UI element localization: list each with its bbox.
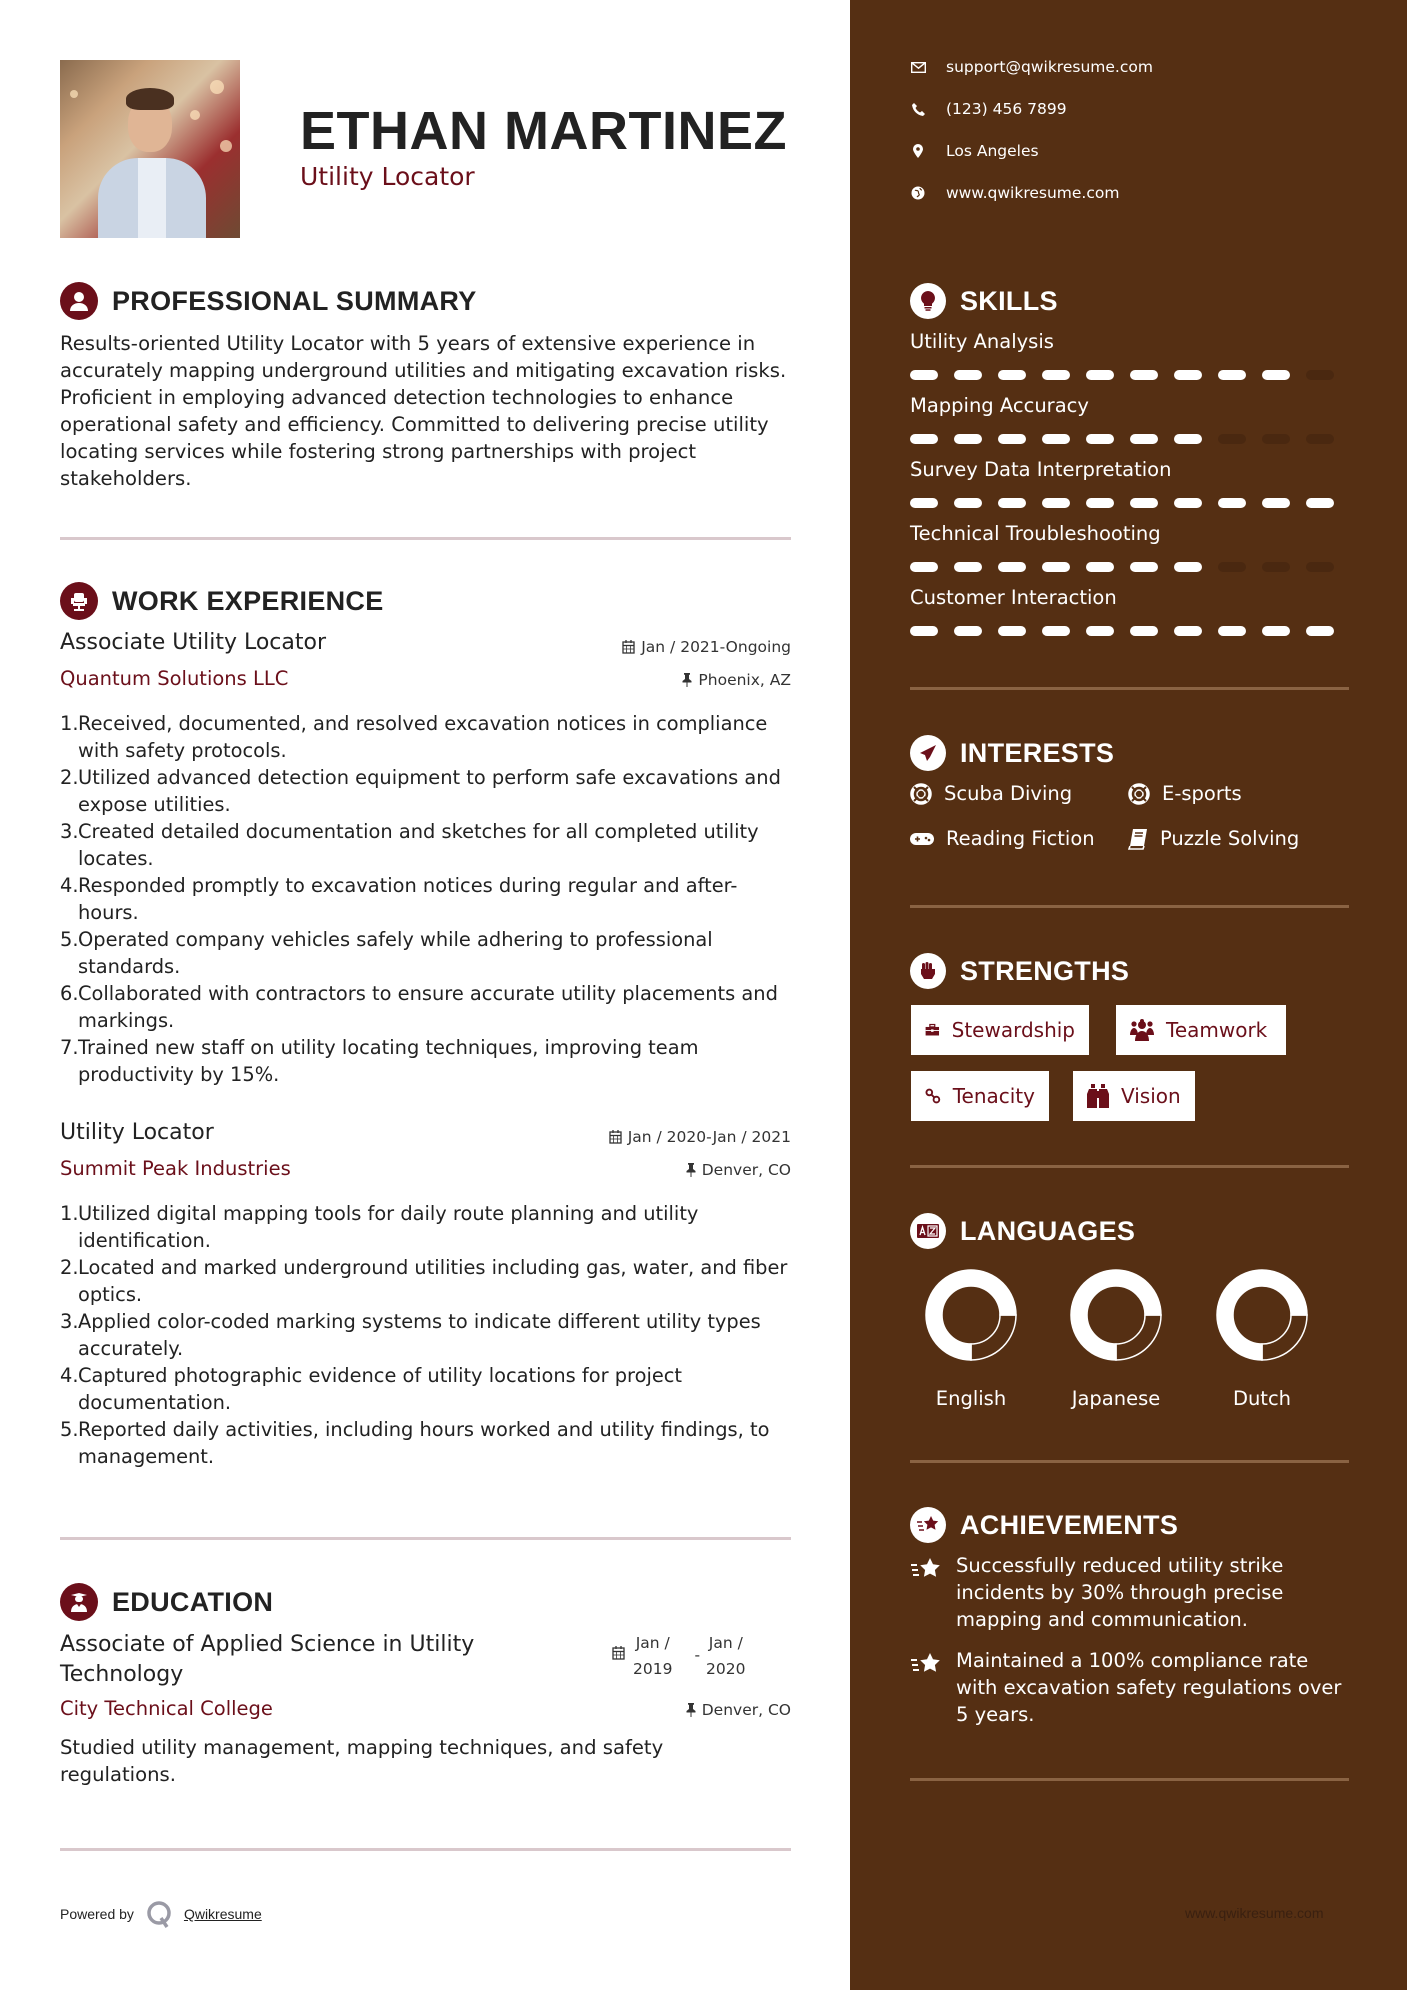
strengths-section-header [910, 953, 1129, 989]
shooting-star-icon [910, 1552, 944, 1633]
skill-segment [1306, 562, 1334, 572]
skill-name: Utility Analysis [910, 330, 1054, 353]
skill-segment [1174, 434, 1202, 444]
qwikresume-logo-icon [146, 1900, 172, 1928]
languages-title: LANGUAGES [960, 1215, 1136, 1246]
achievement-item [910, 1552, 1350, 1633]
skill-segment [910, 370, 938, 380]
skill-segment [1218, 434, 1246, 444]
list-item: 5. Operated company vehicles safely while adhering to professional standards. [60, 928, 713, 978]
skill-segment [1086, 434, 1114, 444]
skill-segment [1130, 562, 1158, 572]
language-label: Dutch [1232, 1387, 1292, 1410]
list-item: 6. Collaborated with contractors to ensure accurate utility placements and markings. [60, 982, 778, 1032]
briefcase-icon [925, 1020, 940, 1040]
skill-rating [910, 434, 1350, 444]
translate-icon [910, 1213, 946, 1249]
section-divider [910, 687, 1349, 690]
fist-icon [910, 953, 946, 989]
skill-segment [1130, 434, 1158, 444]
website-text: www.qwikresume.com [946, 184, 1120, 202]
achievements-section-header [910, 1507, 1178, 1543]
education-dates [612, 1630, 746, 1682]
job-location-text: Phoenix, AZ [698, 671, 791, 689]
user-icon [60, 282, 98, 320]
skill-segment [1262, 562, 1290, 572]
job-bullets [60, 710, 795, 1088]
date-separator: - [694, 1646, 701, 1664]
skill-segment [1174, 562, 1202, 572]
users-icon [1130, 1019, 1154, 1041]
language-proficiency-ring [1212, 1265, 1312, 1365]
interest-label: Scuba Diving [944, 782, 1073, 805]
list-item: 5. Reported daily activities, including hours worked and utility findings, to management. [60, 1418, 770, 1468]
strength-chip [1116, 1005, 1286, 1055]
skill-segment [1218, 562, 1246, 572]
skill-segment [1218, 370, 1246, 380]
skill-segment [998, 434, 1026, 444]
list-item: 4. Responded promptly to excavation notices during regular and after-hours. [60, 874, 738, 924]
interests-section-header [910, 735, 1114, 771]
contact-website[interactable] [910, 184, 1119, 202]
section-divider [60, 537, 791, 540]
shooting-star-icon [910, 1647, 944, 1728]
education-start-date: Jan / 2019 [633, 1634, 673, 1678]
language-item [911, 1265, 1031, 1410]
summary-text: Results-oriented Utility Locator with 5 years of extensive experience in accurately mapping underground utilities and mitigating excavation risks. Proficient in employing advanced detection technologies to enhance operational safety and efficiency. Committed to delivering precise utility locating services while fostering strong partnerships with project stakeholders. [60, 332, 787, 490]
summary-section-header [60, 282, 477, 320]
skill-segment [1262, 626, 1290, 636]
section-divider [910, 1165, 1349, 1168]
list-item: 3. Created detailed documentation and sketches for all completed utility locates. [60, 820, 759, 870]
book-icon [1128, 828, 1148, 850]
email-text: support@qwikresume.com [946, 58, 1153, 76]
skill-segment [910, 434, 938, 444]
skill-segment [1306, 498, 1334, 508]
map-pin-icon [910, 144, 926, 158]
skill-segment [1306, 370, 1334, 380]
skill-segment [954, 626, 982, 636]
skill-segment [1042, 626, 1070, 636]
strength-label: Teamwork [1166, 1018, 1268, 1042]
shooting-star-icon [910, 1507, 946, 1543]
interest-label: E-sports [1162, 782, 1242, 805]
summary-title: PROFESSIONAL SUMMARY [112, 285, 477, 316]
candidate-name: ETHAN MARTINEZ [300, 101, 787, 161]
skill-segment [1218, 626, 1246, 636]
calendar-icon [612, 1646, 625, 1660]
office-chair-icon [60, 582, 98, 620]
graduate-icon [60, 1583, 98, 1621]
achievement-item [910, 1647, 1350, 1728]
language-proficiency-ring [1066, 1265, 1166, 1365]
skill-segment [998, 562, 1026, 572]
section-divider [910, 1778, 1349, 1781]
strengths-title: STRENGTHS [960, 955, 1130, 986]
skill-segment [1218, 498, 1246, 508]
experience-title: WORK EXPERIENCE [112, 585, 384, 616]
skill-segment [998, 626, 1026, 636]
skill-segment [1086, 626, 1114, 636]
skills-title: SKILLS [960, 285, 1058, 316]
skill-segment [1086, 498, 1114, 508]
language-label: Japanese [1071, 1387, 1161, 1410]
envelope-icon [910, 62, 926, 73]
skill-name: Survey Data Interpretation [910, 458, 1172, 481]
skill-item [910, 458, 1350, 508]
skills-section-header [910, 283, 1058, 319]
skill-segment [954, 562, 982, 572]
skill-segment [1042, 562, 1070, 572]
skill-segment [1130, 370, 1158, 380]
job-location [686, 1161, 791, 1179]
qwikresume-link[interactable]: Qwikresume [183, 1906, 262, 1922]
language-proficiency-ring [921, 1265, 1021, 1365]
skill-segment [1174, 498, 1202, 508]
languages-section-header [910, 1213, 1135, 1249]
pushpin-icon [686, 1163, 696, 1177]
achievement-text: Maintained a 100% compliance rate with excavation safety regulations over 5 years. [956, 1649, 1342, 1726]
gamepad-icon [910, 832, 934, 846]
job-location-text: Denver, CO [701, 1161, 791, 1179]
phone-text: (123) 456 7899 [946, 100, 1067, 118]
footer [60, 1900, 262, 1928]
list-item: 2. Utilized advanced detection equipment to perform safe excavations and expose utilities. [60, 766, 781, 816]
section-divider [60, 1537, 791, 1540]
skill-rating [910, 626, 1350, 636]
skill-rating [910, 562, 1350, 572]
lightbulb-icon [910, 283, 946, 319]
education-end-date: Jan / 2020 [706, 1634, 746, 1678]
binoculars-icon [1087, 1084, 1109, 1108]
section-divider [910, 905, 1349, 908]
skill-segment [1174, 626, 1202, 636]
job-dates [609, 1128, 791, 1146]
skill-item [910, 586, 1350, 636]
section-divider [60, 1848, 791, 1851]
strength-chip [1073, 1071, 1195, 1121]
pushpin-icon [686, 1703, 696, 1717]
interests-title: INTERESTS [960, 737, 1115, 768]
strength-label: Vision [1121, 1084, 1181, 1108]
skill-segment [1262, 370, 1290, 380]
education-location [686, 1701, 791, 1719]
language-label: English [935, 1387, 1007, 1410]
section-divider [910, 1460, 1349, 1463]
education-location-text: Denver, CO [701, 1701, 791, 1719]
skill-segment [1130, 498, 1158, 508]
job-dates [622, 638, 791, 656]
list-item: 7. Trained new staff on utility locating techniques, improving team productivity by 15%. [60, 1036, 699, 1086]
calendar-icon [609, 1130, 622, 1144]
skill-segment [1306, 434, 1334, 444]
experience-section-header [60, 582, 384, 620]
job-title: Associate Utility Locator [60, 630, 327, 655]
strength-label: Stewardship [951, 1018, 1075, 1042]
list-item: 2. Located and marked underground utilities including gas, water, and fiber optics. [60, 1256, 788, 1306]
list-item: 3. Applied color-coded marking systems to indicate different utility types accurately. [60, 1310, 761, 1360]
contact-location [910, 142, 1039, 160]
degree-title: Associate of Applied Science in Utility Technology [60, 1632, 475, 1687]
skill-segment [1262, 434, 1290, 444]
paper-plane-icon [910, 735, 946, 771]
list-item: 1. Received, documented, and resolved excavation notices in compliance with safety protocols. [60, 712, 768, 762]
interest-item [910, 782, 1072, 805]
language-item [1056, 1265, 1176, 1410]
location-text: Los Angeles [946, 142, 1039, 160]
achievements-title: ACHIEVEMENTS [960, 1509, 1179, 1540]
interest-item [1128, 827, 1299, 850]
language-item [1202, 1265, 1322, 1410]
skill-name: Customer Interaction [910, 586, 1117, 609]
skill-segment [1262, 498, 1290, 508]
interest-item [910, 827, 1095, 850]
powered-by-text: Powered by [60, 1906, 134, 1922]
skill-rating [910, 498, 1350, 508]
job-bullets [60, 1200, 795, 1470]
strength-label: Tenacity [952, 1084, 1035, 1108]
skill-segment [998, 370, 1026, 380]
strength-chip [911, 1071, 1049, 1121]
lifebuoy-icon [910, 783, 932, 805]
skill-name: Mapping Accuracy [910, 394, 1089, 417]
skill-segment [954, 434, 982, 444]
job-location [682, 671, 791, 689]
job-dates-text: Jan / 2021-Ongoing [641, 638, 791, 656]
skill-segment [1086, 370, 1114, 380]
skill-segment [910, 498, 938, 508]
skill-segment [1306, 626, 1334, 636]
achievement-text: Successfully reduced utility strike incidents by 30% through precise mapping and communication. [956, 1554, 1284, 1631]
skill-segment [1130, 626, 1158, 636]
skill-segment [1042, 370, 1070, 380]
list-item: 1. Utilized digital mapping tools for daily route planning and utility identification. [60, 1202, 699, 1252]
skill-segment [1042, 498, 1070, 508]
skill-segment [1042, 434, 1070, 444]
candidate-role: Utility Locator [300, 162, 475, 191]
skill-segment [954, 498, 982, 508]
skill-name: Technical Troubleshooting [910, 522, 1161, 545]
skill-item [910, 330, 1350, 380]
education-title: EDUCATION [112, 1586, 274, 1617]
link-icon [925, 1085, 941, 1107]
skill-segment [910, 562, 938, 572]
skill-segment [1174, 370, 1202, 380]
contact-phone[interactable] [910, 100, 1067, 118]
pushpin-icon [682, 673, 692, 687]
lifebuoy-icon [1128, 783, 1150, 805]
job-title: Utility Locator [60, 1120, 214, 1145]
education-section-header [60, 1583, 273, 1621]
globe-icon [910, 186, 926, 200]
strength-chip [911, 1005, 1089, 1055]
job-company: Quantum Solutions LLC [60, 667, 289, 690]
calendar-icon [622, 640, 635, 654]
list-item: 4. Captured photographic evidence of utility locations for project documentation. [60, 1364, 683, 1414]
phone-icon [910, 103, 926, 116]
job-dates-text: Jan / 2020-Jan / 2021 [627, 1128, 791, 1146]
education-description: Studied utility management, mapping techniques, and safety regulations. [60, 1736, 664, 1786]
skill-segment [1086, 562, 1114, 572]
profile-photo [60, 60, 240, 238]
skill-segment [910, 626, 938, 636]
interest-label: Reading Fiction [946, 827, 1095, 850]
skill-item [910, 522, 1350, 572]
watermark: www.qwikresume.com [1185, 1905, 1324, 1921]
interest-item [1128, 782, 1242, 805]
contact-email[interactable] [910, 58, 1153, 76]
job-company: Summit Peak Industries [60, 1157, 291, 1180]
school-name: City Technical College [60, 1697, 273, 1720]
skill-item [910, 394, 1350, 444]
interest-label: Puzzle Solving [1160, 827, 1300, 850]
skill-segment [954, 370, 982, 380]
skill-rating [910, 370, 1350, 380]
skill-segment [998, 498, 1026, 508]
